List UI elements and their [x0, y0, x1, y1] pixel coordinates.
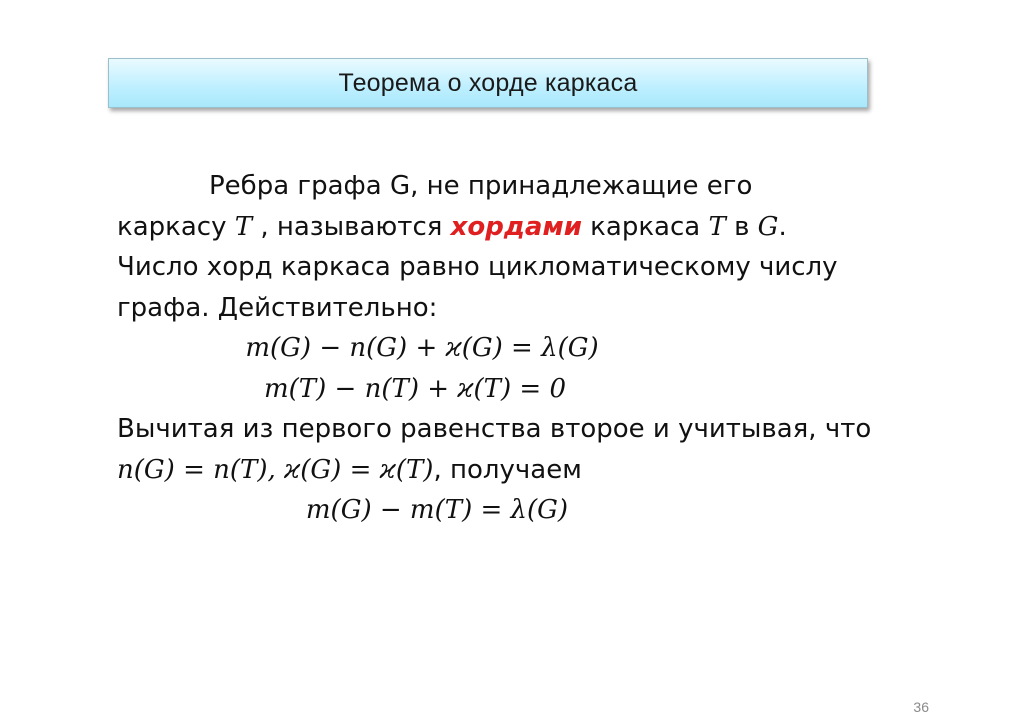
- text-fragment: каркасу: [117, 211, 235, 242]
- body-line-5: Вычитая из первого равенства второе и учитывая, что: [117, 414, 872, 444]
- text-fragment: каркаса: [581, 211, 709, 242]
- math-symbol: T: [708, 211, 726, 242]
- text-fragment: , получаем: [433, 454, 582, 485]
- math-symbol: G: [757, 211, 779, 242]
- text-fragment: в: [725, 211, 758, 242]
- math-expression: ϰ(G) = ϰ(T): [284, 454, 434, 485]
- text-fragment: , не принадлежащие его: [410, 171, 753, 201]
- equation-1: m(G) − n(G) + ϰ(G) = λ(G): [245, 333, 599, 363]
- text-fragment: Ребра графа: [209, 171, 390, 201]
- slide-title: Теорема о хорде каркаса: [338, 68, 638, 97]
- page-number: 36: [913, 699, 929, 715]
- body-line-6: [117, 450, 897, 491]
- slide-body: [117, 166, 897, 531]
- body-line-4: графа. Действительно:: [117, 292, 438, 323]
- body-line-2: [117, 207, 897, 248]
- body-line-3: Число хорд каркаса равно цикломатическому числу: [117, 252, 838, 282]
- text-fragment: G: [389, 171, 411, 201]
- math-symbol: T: [234, 211, 253, 242]
- highlighted-term: хордами: [450, 211, 582, 242]
- equation-2: m(T) − n(T) + ϰ(T) = 0: [264, 373, 566, 404]
- text-fragment: .: [778, 211, 787, 242]
- equation-3: m(G) − m(T) = λ(G): [305, 495, 569, 525]
- text-fragment: , называются: [252, 211, 451, 242]
- body-line-1: [117, 166, 897, 207]
- math-expression: n(G) = n(T),: [117, 454, 285, 485]
- title-box: [108, 58, 868, 108]
